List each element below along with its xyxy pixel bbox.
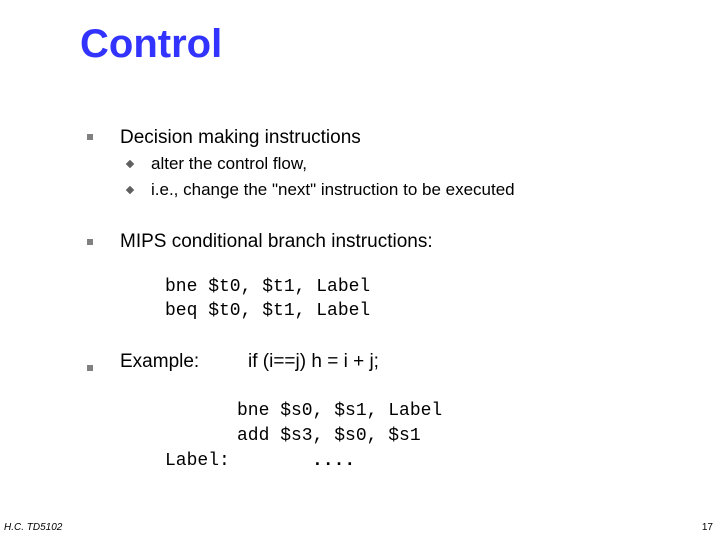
code-line-bne: bne $t0, $t1, Label (165, 277, 371, 297)
footer-left-text: H.C. TD5102 (4, 522, 63, 533)
bullet-decision-making: Decision making instructions (120, 127, 361, 148)
square-bullet-icon (87, 134, 93, 140)
diamond-bullet-icon (126, 160, 134, 168)
square-bullet-icon (87, 365, 93, 371)
code-line-add: add $s3, $s0, $s1 (237, 426, 421, 446)
code-label: Label: (165, 451, 230, 471)
bullet-example: Example: (120, 351, 200, 372)
bullet-mips-branch: MIPS conditional branch instructions: (120, 231, 433, 252)
slide-title: Control (80, 22, 223, 66)
page-number: 17 (701, 522, 713, 533)
code-line-beq: beq $t0, $t1, Label (165, 301, 371, 321)
example-code: if (i==j) h = i + j; (248, 351, 379, 372)
code-line-bne-s: bne $s0, $s1, Label (237, 401, 443, 421)
code-dots: .... (312, 451, 356, 471)
subbullet-alter-flow: alter the control flow, (151, 154, 307, 173)
square-bullet-icon (87, 239, 93, 245)
diamond-bullet-icon (126, 186, 134, 194)
subbullet-change-next: i.e., change the "next" instruction to be executed (151, 180, 515, 199)
